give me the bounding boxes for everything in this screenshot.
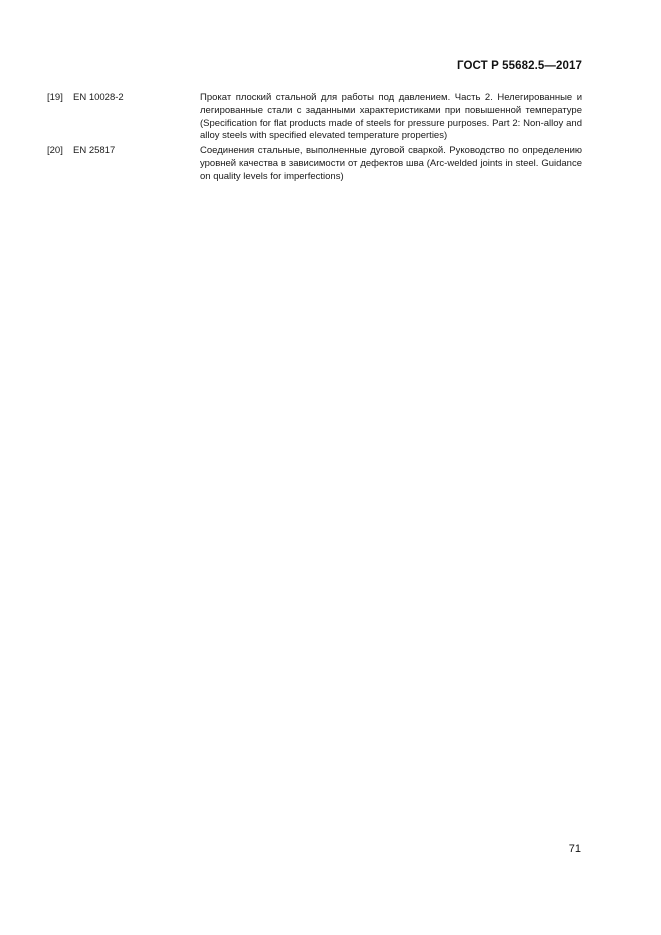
reference-description: Соединения стальные, выполненные дуговой сваркой. Руководство по определению уровней качества в зависимости от дефектов шва (Arc-welded joints in steel. Guidance on quality levels for imperfections) — [200, 145, 582, 182]
reference-code: EN 25817 — [73, 145, 116, 157]
reference-entry — [47, 145, 582, 183]
page-number: 71 — [568, 843, 581, 855]
bibliography-list — [47, 92, 582, 186]
document-header: ГОСТ Р 55682.5—2017 — [457, 60, 582, 72]
reference-code: EN 10028-2 — [73, 92, 124, 103]
reference-number: [19] — [47, 92, 63, 103]
reference-entry — [47, 92, 582, 143]
reference-description: Прокат плоский стальной для работы под давлением. Часть 2. Нелегированные и легированные стали с заданными характеристиками при повышенной температуре (Specification for flat products made of steels for pressure purposes. Part 2: Non-alloy and alloy steels with specified elevated temperature properties) — [200, 92, 582, 142]
reference-number: [20] — [47, 145, 63, 157]
